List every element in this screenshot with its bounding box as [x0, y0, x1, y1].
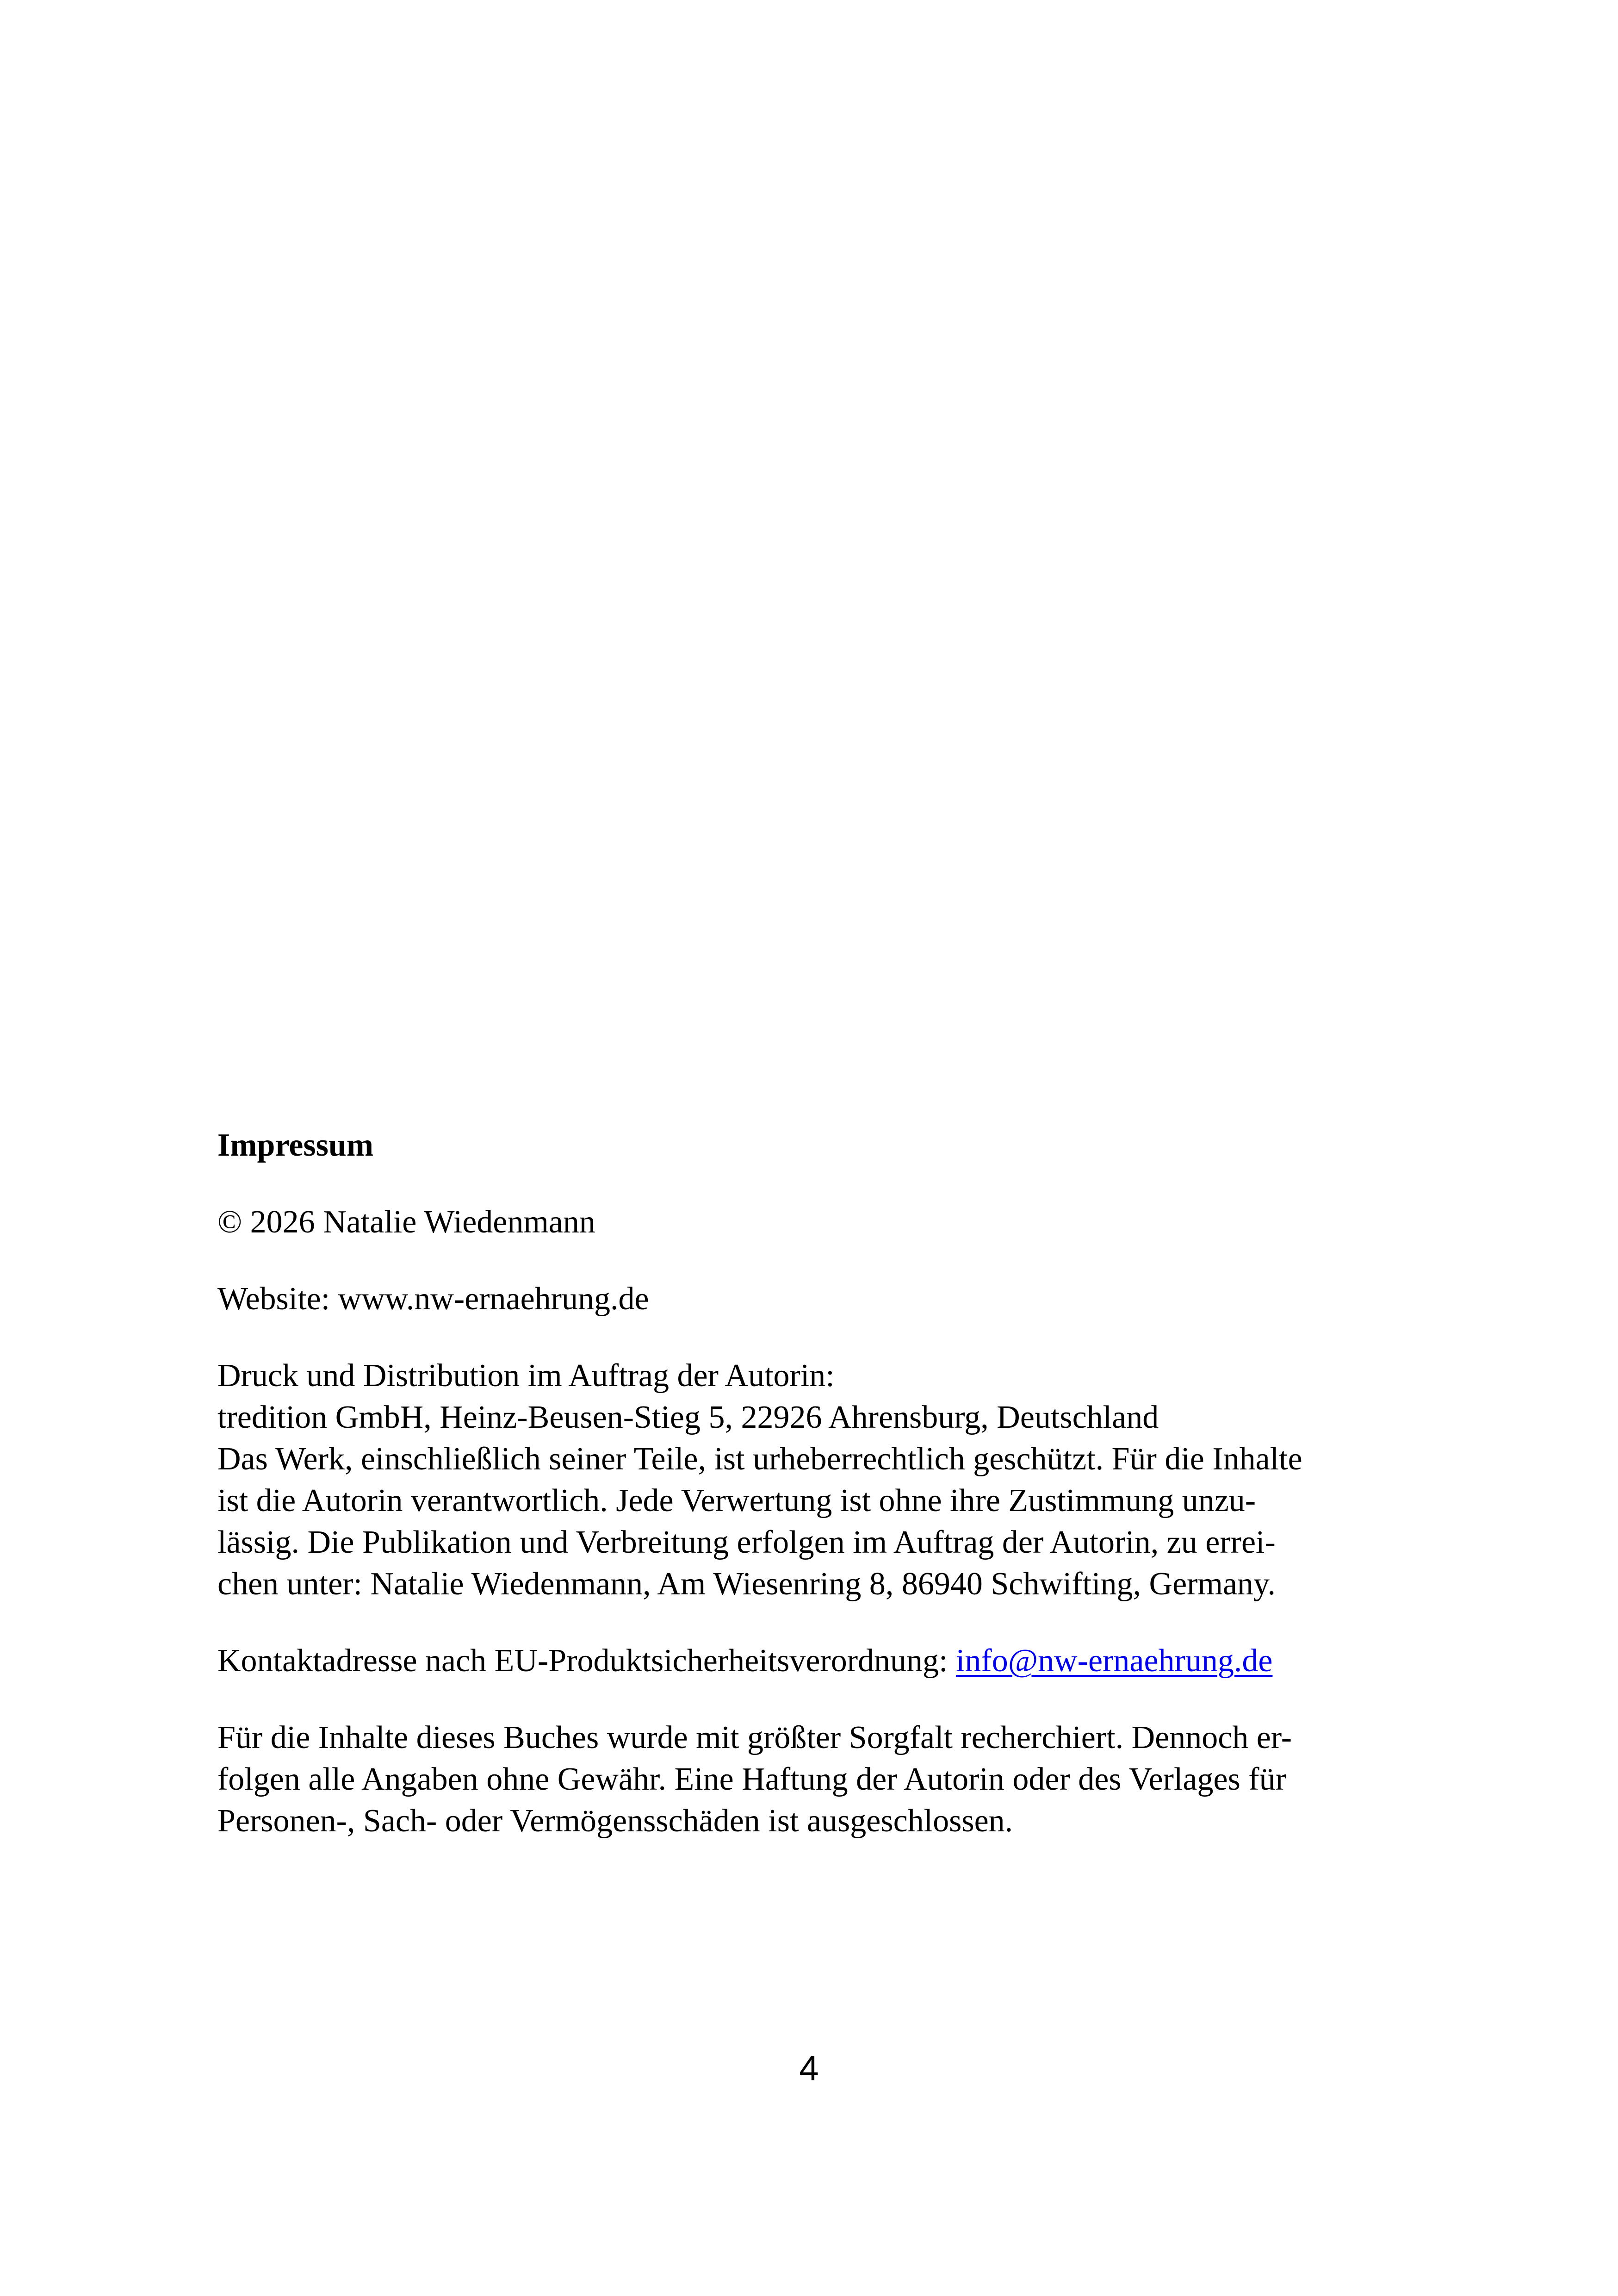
contact-email-link[interactable]: info@nw-ernaehrung.de [955, 1643, 1273, 1679]
spacer [217, 1605, 1360, 1640]
distribution-line: ist die Autorin verantwortlich. Jede Verwertung ist ohne ihre Zustimmung unzu- [217, 1483, 1256, 1518]
website-line: Website: www.nw-ernaehrung.de [217, 1281, 649, 1317]
disclaimer-line: Personen-, Sach- oder Vermögensschäden ist ausgeschlossen. [217, 1803, 1013, 1839]
imprint-heading: Impressum [217, 1127, 374, 1163]
contact-label: Kontaktadresse nach EU-Produktsicherheitsverordnung: [217, 1643, 956, 1679]
distribution-line: chen unter: Natalie Wiedenmann, Am Wiesenring 8, 86940 Schwifting, Germany. [217, 1566, 1276, 1602]
disclaimer-line: folgen alle Angaben ohne Gewähr. Eine Haftung der Autorin oder des Verlages für [217, 1761, 1286, 1797]
spacer [217, 1320, 1360, 1355]
distribution-line: Druck und Distribution im Auftrag der Autorin: [217, 1358, 835, 1394]
distribution-line: lässig. Die Publikation und Verbreitung erfolgen im Auftrag der Autorin, zu errei- [217, 1524, 1276, 1560]
distribution-paragraph [217, 1355, 1360, 1605]
imprint-section [217, 1125, 1360, 1842]
copyright-line: © 2026 Natalie Wiedenmann [217, 1204, 595, 1240]
page-number: 4 [799, 2049, 819, 2088]
distribution-line: tredition GmbH, Heinz-Beusen-Stieg 5, 22926 Ahrensburg, Deutschland [217, 1400, 1159, 1435]
disclaimer-line: Für die Inhalte dieses Buches wurde mit größter Sorgfalt recherchiert. Dennoch er- [217, 1720, 1292, 1755]
contact-line [217, 1640, 1360, 1682]
spacer [217, 1166, 1360, 1201]
distribution-line: Das Werk, einschließlich seiner Teile, ist urheberrechtlich geschützt. Für die Inhalte [217, 1441, 1302, 1477]
disclaimer-paragraph [217, 1717, 1360, 1842]
spacer [217, 1682, 1360, 1717]
spacer [217, 1243, 1360, 1278]
